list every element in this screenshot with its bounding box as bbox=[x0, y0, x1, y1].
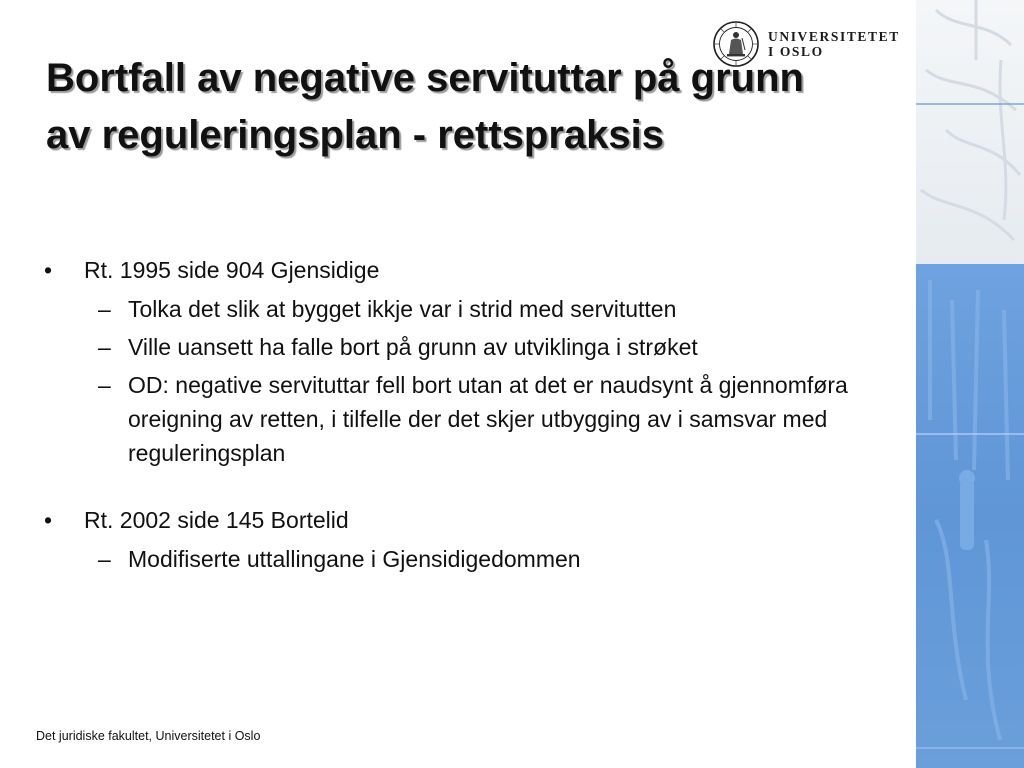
logo-line-1: UNIVERSITETET bbox=[768, 29, 900, 44]
sub-bullet-item bbox=[44, 368, 874, 470]
sub-bullet-item bbox=[44, 292, 874, 326]
bullet-marker: • bbox=[44, 257, 53, 283]
sub-bullet-text: Modifiserte uttallingane i Gjensidigedommen bbox=[128, 546, 581, 572]
logo-line-2: I OSLO bbox=[768, 44, 824, 59]
sub-bullet-text: OD: negative servituttar fell bort utan at det er naudsynt å gjennomføra oreigning av retten, i tilfelle der det skjer utbygging av i samsvar med reguleringsplan bbox=[128, 372, 848, 466]
bullet-item bbox=[44, 502, 874, 538]
bullet-text: Rt. 1995 side 904 Gjensidige bbox=[84, 257, 380, 283]
slide-title: Bortfall av negative servituttar på grunn av reguleringsplan - rettspraksis bbox=[46, 56, 804, 157]
slide-body bbox=[44, 252, 874, 576]
decorative-side-strip bbox=[916, 0, 1024, 768]
sub-bullet-marker: – bbox=[98, 296, 111, 322]
sub-bullet-text: Tolka det slik at bygget ikkje var i strid med servitutten bbox=[128, 296, 677, 322]
sub-bullet-marker: – bbox=[98, 334, 111, 360]
sub-bullet-marker: – bbox=[98, 372, 111, 398]
sub-bullet-text: Ville uansett ha falle bort på grunn av utviklinga i strøket bbox=[128, 334, 698, 360]
spacer bbox=[44, 470, 874, 502]
sub-bullet-item bbox=[44, 330, 874, 364]
bullet-item bbox=[44, 252, 874, 288]
sub-bullet-marker: – bbox=[98, 546, 111, 572]
bullet-text: Rt. 2002 side 145 Bortelid bbox=[84, 507, 349, 533]
slide-footer: Det juridiske fakultet, Universitetet i Oslo bbox=[36, 729, 261, 743]
bullet-marker: • bbox=[44, 507, 53, 533]
sub-bullet-item bbox=[44, 542, 874, 576]
